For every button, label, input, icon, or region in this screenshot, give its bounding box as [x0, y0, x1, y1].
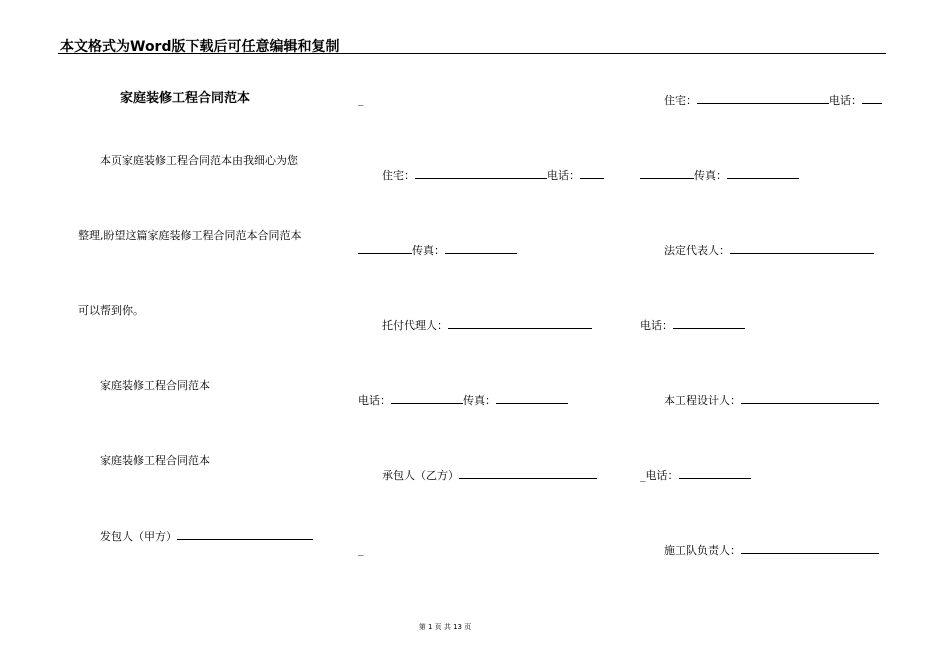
right-fax-field [640, 168, 799, 183]
fax2-label: 传真： [463, 394, 496, 407]
right-phone2-blank [673, 318, 745, 329]
right-residence-blank [697, 93, 829, 104]
intro-line-2: 整理,盼望这篇家庭装修工程合同范本合同范本 [78, 229, 302, 242]
right-residence-label: 住宅： [664, 94, 697, 107]
designer-blank [741, 393, 879, 404]
right-fax-blank [727, 168, 799, 179]
party-b-label: 承包人（乙方） [382, 469, 459, 482]
right-phone-label: 电话： [829, 94, 862, 107]
party-b-field [382, 468, 597, 483]
party-a-label: 发包人（甲方） [100, 530, 177, 543]
team-leader-field [664, 543, 879, 558]
right-phone3-blank [679, 468, 751, 479]
fax2-blank [496, 393, 568, 404]
party-a-blank [177, 529, 313, 540]
agent-field [382, 318, 592, 333]
right-phone3-field [640, 468, 751, 483]
phone-fax-field [358, 393, 568, 408]
residence-label: 住宅： [382, 169, 415, 182]
fax-prefix-blank [358, 243, 412, 254]
intro-line-3: 可以帮到你。 [78, 304, 144, 317]
mark-bottom: _ [358, 543, 364, 556]
right-phone3-label: _电话： [640, 469, 679, 482]
phone2-label: 电话： [358, 394, 391, 407]
legal-rep-label: 法定代表人： [664, 244, 730, 257]
phone2-blank [391, 393, 463, 404]
designer-field [664, 393, 879, 408]
fax-blank [445, 243, 517, 254]
header-rule [58, 53, 886, 54]
fax-field [358, 243, 517, 258]
agent-label: 托付代理人： [382, 319, 448, 332]
designer-label: 本工程设计人： [664, 394, 741, 407]
party-a-field [100, 529, 313, 544]
right-fax-label: 传真： [694, 169, 727, 182]
team-leader-label: 施工队负责人： [664, 544, 741, 557]
document-header: 本文格式为Word版下载后可任意编辑和复制 [60, 39, 340, 55]
legal-rep-blank [730, 243, 874, 254]
party-b-blank [459, 468, 597, 479]
team-leader-blank [741, 543, 879, 554]
legal-rep-field [664, 243, 874, 258]
phone-label: 电话： [547, 169, 580, 182]
residence-blank [415, 168, 547, 179]
right-phone-blank [862, 93, 882, 104]
mark-top: _ [358, 93, 364, 106]
right-phone2-label: 电话： [640, 319, 673, 332]
residence-field [382, 168, 604, 183]
page-number: 第 1 页 共 13 页 [418, 623, 472, 631]
intro-line-1: 本页家庭装修工程合同范本由我细心为您 [100, 154, 298, 167]
phone-blank [580, 168, 604, 179]
right-fax-prefix-blank [640, 168, 694, 179]
fax-label: 传真： [412, 244, 445, 257]
document-title: 家庭装修工程合同范本 [120, 91, 251, 106]
section-heading-2: 家庭装修工程合同范本 [100, 454, 210, 467]
right-phone2-field [640, 318, 745, 333]
section-heading-1: 家庭装修工程合同范本 [100, 379, 210, 392]
agent-blank [448, 318, 592, 329]
right-residence-field [664, 93, 882, 108]
